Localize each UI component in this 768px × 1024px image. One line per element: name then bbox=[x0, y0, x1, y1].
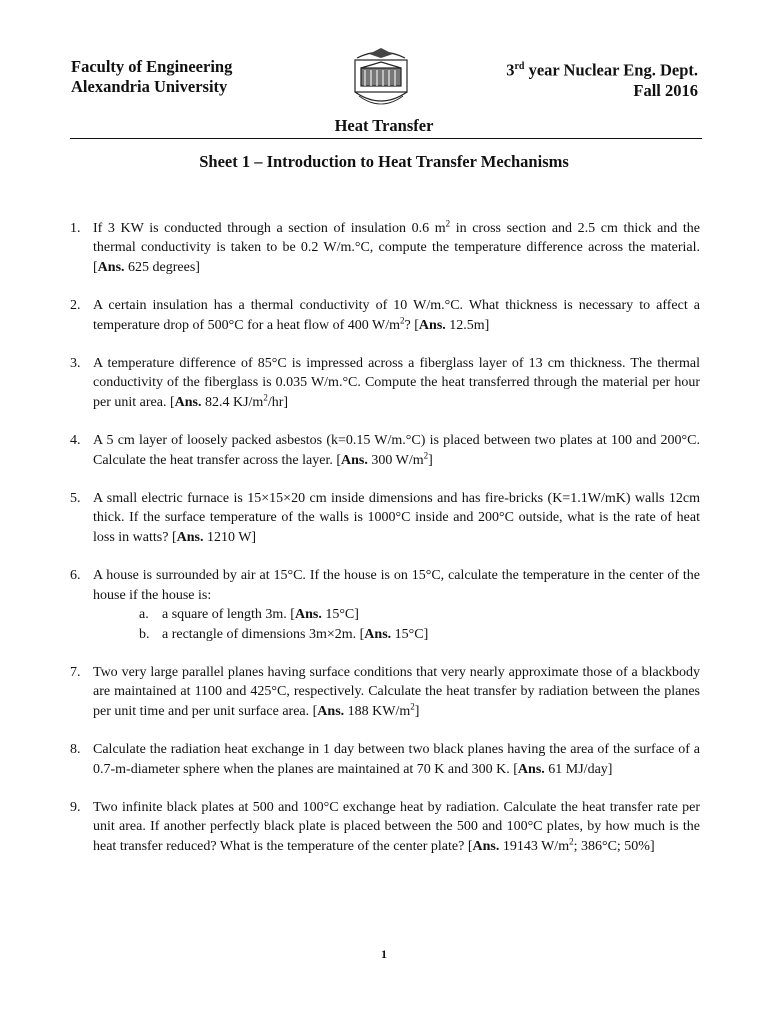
answer-label: Ans. bbox=[174, 394, 202, 410]
question-list bbox=[70, 219, 700, 875]
answer-label: Ans. bbox=[317, 703, 345, 719]
question-text: in cross section and 2.5 cm thick and the thermal conductivity is taken to be 0.2 W/m.°C, compute the temperature difference across the material. [ bbox=[93, 221, 700, 275]
semester: Fall 2016 bbox=[633, 80, 698, 100]
answer-value: 15°C] bbox=[321, 607, 359, 623]
answer-value: ; 386°C; 50%] bbox=[573, 838, 655, 854]
answer-value: 61 MJ/day] bbox=[544, 761, 613, 777]
question-text: A 5 cm layer of loosely packed asbestos (k=0.15 W/m.°C) is placed between two plates at 100 and 200°C. Calculate the heat transfer across the layer. [ bbox=[93, 433, 700, 468]
question-text: Two very large parallel planes having surface conditions that very nearly approximate those of a blackbody are maintained at 1100 and 425°C, respectively. Calculate the heat transfer by radiation between the planes per unit time and per unit surface area. [ bbox=[93, 664, 700, 719]
sheet-title: Sheet 1 – Introduction to Heat Transfer Mechanisms bbox=[199, 152, 569, 171]
question-item bbox=[70, 431, 700, 470]
answer-label: Ans. bbox=[517, 761, 545, 777]
question-item bbox=[70, 354, 700, 412]
answer-value: 82.4 KJ/m bbox=[201, 394, 264, 410]
question-number: 5. bbox=[70, 491, 81, 507]
sub-question-text: a square of length 3m. [ bbox=[162, 607, 295, 623]
answer-value: /hr] bbox=[267, 394, 289, 410]
answer-label: Ans. bbox=[472, 838, 500, 854]
question-text: A temperature difference of 85°C is impressed across a fiberglass layer of 13 cm thickness. The thermal conductivity of the fiberglass is 0.035 W/m.°C. Compute the heat transferred through the material per hour per unit area. [ bbox=[93, 356, 700, 410]
superscript: 2 bbox=[400, 314, 405, 325]
question-item bbox=[70, 566, 700, 644]
question-item bbox=[70, 663, 700, 721]
header-divider bbox=[70, 138, 702, 139]
sub-question-marker: b. bbox=[139, 626, 150, 642]
sub-question bbox=[93, 625, 700, 644]
answer-label: Ans. bbox=[364, 626, 392, 642]
question-item bbox=[70, 296, 700, 335]
answer-value: 12.5m] bbox=[445, 317, 490, 333]
question-number: 2. bbox=[70, 298, 81, 314]
department-header bbox=[506, 57, 698, 101]
question-text: If 3 KW is conducted through a section of insulation 0.6 m bbox=[93, 221, 446, 236]
answer-value: 15°C] bbox=[391, 626, 429, 642]
question-text: Two infinite black plates at 500 and 100°C exchange heat by radiation. Calculate the heat transfer rate per unit area. If another perfectly black plate is placed between the 500 and 100°C plates, by how much is the heat transfer reduced? What is the temperature of the center plate? [ bbox=[93, 799, 700, 854]
question-text: A small electric furnace is 15×15×20 cm inside dimensions and has fire-bricks (K=1.1W/mK) walls 12cm thick. If the surface temperature of the walls is 1000°C inside and 200°C outside, what is the rate of heat loss in watts? [ bbox=[93, 491, 700, 545]
answer-label: Ans. bbox=[418, 317, 446, 333]
question-number: 6. bbox=[70, 568, 81, 584]
question-number: 4. bbox=[70, 433, 81, 449]
question-number: 7. bbox=[70, 664, 81, 680]
faculty-name: Faculty of Engineering bbox=[71, 57, 233, 76]
question-item bbox=[70, 798, 700, 856]
answer-value: ] bbox=[414, 703, 420, 719]
question-text: Calculate the radiation heat exchange in 1 day between two black planes having the area of the surface of a 0.7-m-diameter sphere when the planes are maintained at 70 K and 300 K. [ bbox=[93, 742, 700, 777]
answer-label: Ans. bbox=[294, 607, 322, 623]
question-number: 3. bbox=[70, 356, 81, 372]
department-label: year Nuclear Eng. Dept. bbox=[524, 60, 698, 80]
answer-value: 300 W/m bbox=[367, 452, 424, 468]
question-text: ? [ bbox=[404, 317, 419, 333]
course-title: Heat Transfer bbox=[334, 116, 434, 135]
superscript: 2 bbox=[263, 392, 268, 403]
superscript: 2 bbox=[445, 218, 451, 229]
superscript: 2 bbox=[569, 836, 574, 847]
faculty-header bbox=[71, 57, 232, 97]
superscript: 2 bbox=[423, 450, 429, 460]
answer-label: Ans. bbox=[176, 529, 204, 545]
question-number: 8. bbox=[70, 742, 81, 758]
superscript: 2 bbox=[410, 701, 415, 712]
year-number: 3 bbox=[506, 60, 515, 80]
university-seal-icon bbox=[349, 44, 413, 112]
department-name bbox=[506, 57, 698, 81]
answer-value: 625 degrees] bbox=[124, 259, 200, 275]
answer-label: Ans. bbox=[97, 259, 125, 275]
answer-value: 188 KW/m bbox=[344, 703, 411, 719]
question-item bbox=[70, 489, 700, 547]
page-number: 1 bbox=[381, 947, 387, 961]
year-ordinal-suffix: rd bbox=[514, 61, 525, 72]
question-item bbox=[70, 219, 700, 277]
question-number: 1. bbox=[70, 221, 81, 236]
answer-label: Ans. bbox=[341, 452, 368, 468]
answer-value: 19143 W/m bbox=[499, 838, 570, 854]
university-name: Alexandria University bbox=[71, 77, 228, 96]
answer-value: 1210 W] bbox=[203, 529, 257, 545]
sub-question-text: a rectangle of dimensions 3m×2m. [ bbox=[162, 626, 365, 642]
question-text: A certain insulation has a thermal conductivity of 10 W/m.°C. What thickness is necessary to affect a temperature drop of 500°C for a heat flow of 400 W/m bbox=[93, 298, 700, 333]
question-item bbox=[70, 740, 700, 779]
answer-value: ] bbox=[428, 452, 433, 468]
question-number: 9. bbox=[70, 799, 81, 815]
question-text: A house is surrounded by air at 15°C. If the house is on 15°C, calculate the temperature in the center of the house if the house is: bbox=[93, 568, 700, 603]
sub-question-marker: a. bbox=[139, 607, 149, 623]
sub-question bbox=[93, 605, 700, 624]
